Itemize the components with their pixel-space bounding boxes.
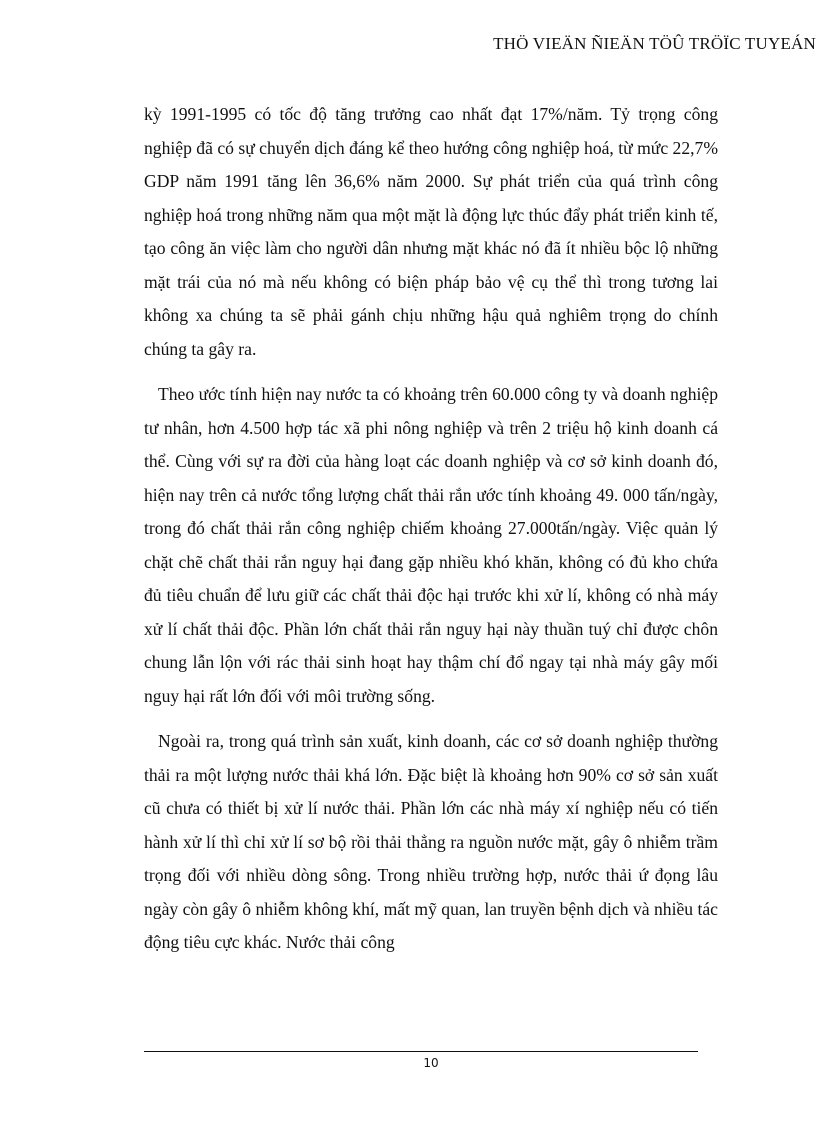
paragraph-3: Ngoài ra, trong quá trình sản xuất, kinh doanh, các cơ sở doanh nghiệp thường thải ra một lượng nước thải khá lớn. Đặc biệt là khoảng hơn 90% cơ sở sản xuất cũ chưa có thiết bị xử lí nước thải. Phần lớn các nhà máy xí nghiệp nếu có tiến hành xử lí thì chỉ xử lí sơ bộ rồi thải thẳng ra nguồn nước mặt, gây ô nhiễm trầm trọng đối với nhiều dòng sông. Trong nhiều trường hợp, nước thải ứ đọng lâu ngày còn gây ô nhiễm không khí, mất mỹ quan, lan truyền bệnh dịch và nhiều tác động tiêu cực khác. Nước thải công <box>144 731 718 952</box>
document-body <box>144 98 718 972</box>
paragraph-2: Theo ước tính hiện nay nước ta có khoảng trên 60.000 công ty và doanh nghiệp tư nhân, hơn 4.500 hợp tác xã phi nông nghiệp và trên 2 triệu hộ kinh doanh cá thể. Cùng với sự ra đời của hàng loạt các doanh nghiệp và cơ sở kinh doanh đó, hiện nay trên cả nước tổng lượng chất thải rắn ước tính khoảng 49. 000 tấn/ngày, trong đó chất thải rắn công nghiệp chiếm khoảng 27.000tấn/ngày. Việc quản lý chặt chẽ chất thải rắn nguy hại đang gặp nhiều khó khăn, không có đủ kho chứa đủ tiêu chuẩn để lưu giữ các chất thải độc hại trước khi xử lí, không có nhà máy xử lí chất thải độc. Phần lớn chất thải rắn nguy hại này thuần tuý chỉ được chôn chung lẫn lộn với rác thải sinh hoạt hay thậm chí đổ ngay tại nhà máy gây mối nguy hại rất lớn đối với môi trường sống. <box>144 384 718 706</box>
paragraph-1: kỳ 1991-1995 có tốc độ tăng trưởng cao nhất đạt 17%/năm. Tỷ trọng công nghiệp đã có sự chuyển dịch đáng kể theo hướng công nghiệp hoá, từ mức 22,7% GDP năm 1991 tăng lên 36,6% năm 2000. Sự phát triển của quá trình công nghiệp hoá trong những năm qua một mặt là động lực thúc đẩy phát triển kinh tế, tạo công ăn việc làm cho người dân nhưng mặt khác nó đã ít nhiều bộc lộ những mặt trái của nó mà nếu không có biện pháp bảo vệ cụ thể thì trong tương lai không xa chúng ta sẽ phải gánh chịu những hậu quả nghiêm trọng do chính chúng ta gây ra. <box>144 104 718 359</box>
footer-divider <box>144 1051 698 1052</box>
page-number: 10 <box>423 1056 439 1070</box>
page-header-title: THÖ VIEÄN ÑIEÄN TÖÛ TRÖÏC TUYEÁN <box>493 34 816 53</box>
